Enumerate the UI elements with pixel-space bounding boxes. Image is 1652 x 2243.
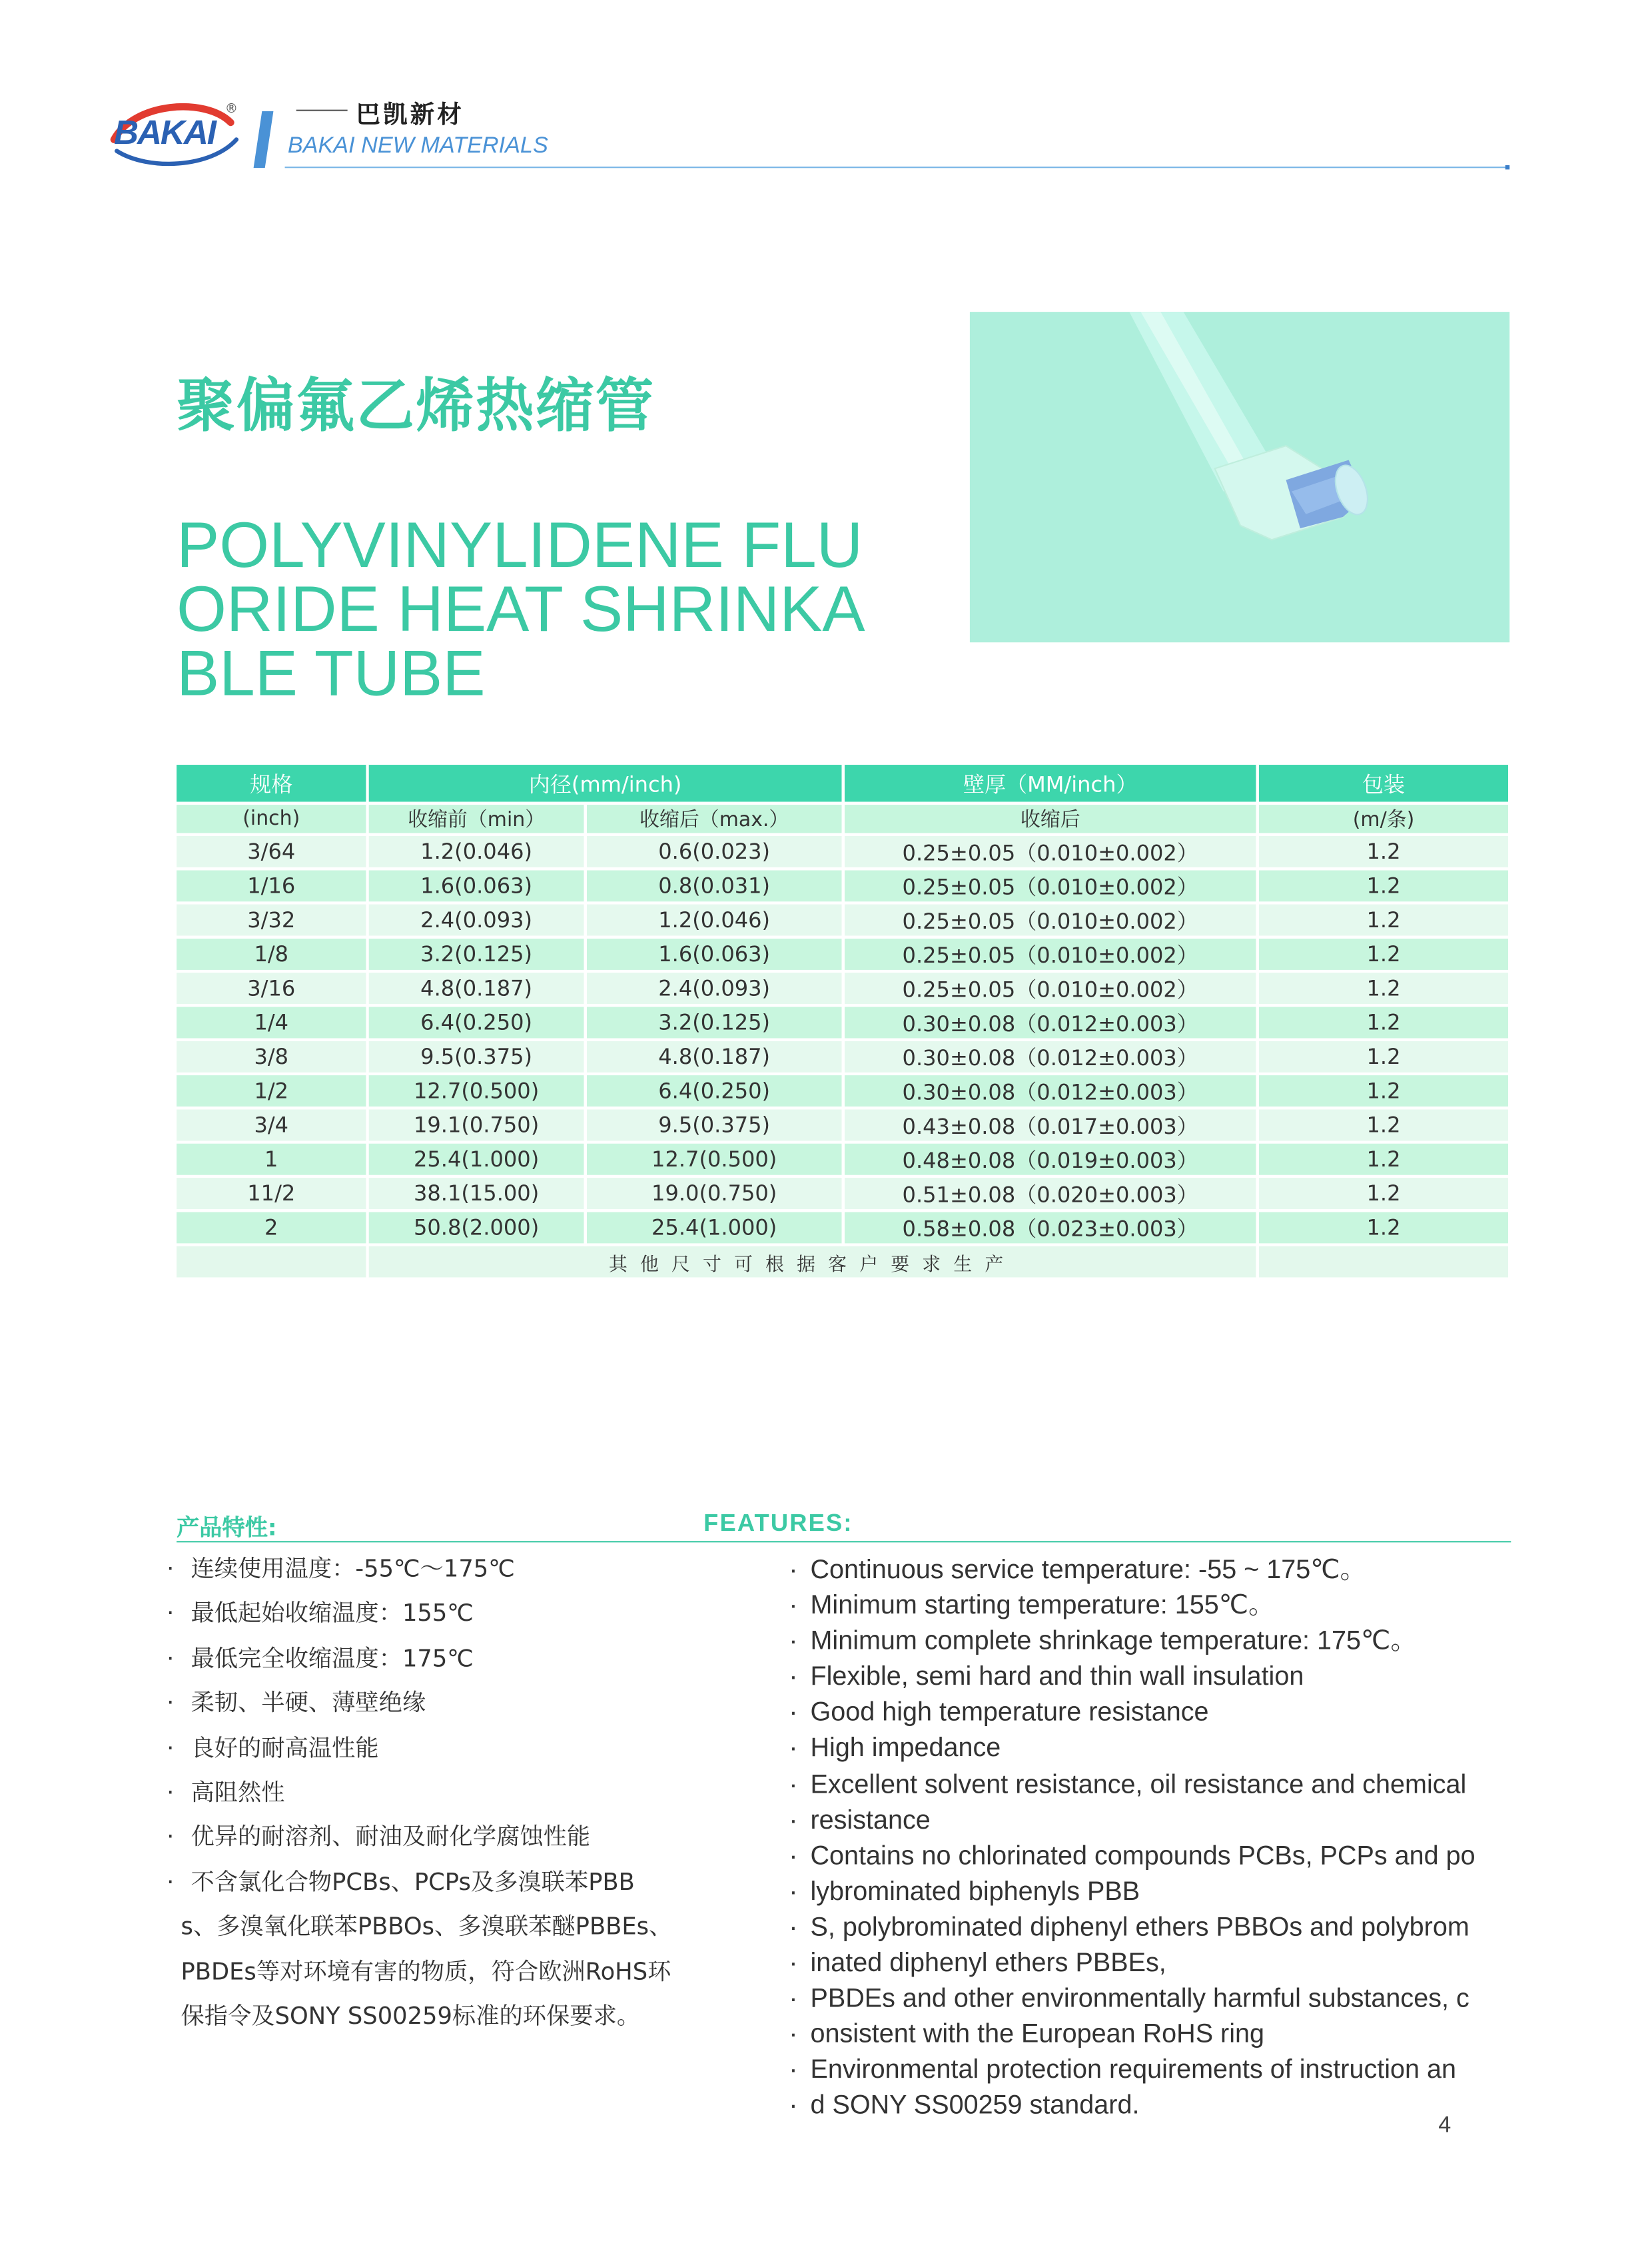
table-cell: 0.43±0.08（0.017±0.003） — [843, 1108, 1258, 1142]
table-body — [177, 835, 1508, 1245]
table-cell: 1/16 — [177, 869, 367, 903]
table-cell: 0.58±0.08（0.023±0.003） — [843, 1210, 1258, 1244]
table-cell: 1.2 — [1258, 971, 1508, 1005]
feature-item-cn: · 最低起始收缩温度：155℃ — [167, 1597, 751, 1641]
table-row — [177, 1074, 1508, 1108]
features-list-cn — [167, 1552, 751, 2044]
table-cell: 0.6(0.023) — [586, 835, 843, 869]
header-cell: 内径(mm/inch) — [368, 765, 843, 803]
table-row — [177, 1005, 1508, 1039]
title-en-line: POLYVINYLIDENE FLU — [177, 508, 863, 582]
table-cell: 1.2 — [1258, 1142, 1508, 1176]
table-cell: 1.6(0.063) — [368, 869, 586, 903]
table-cell: 4.8(0.187) — [586, 1040, 843, 1074]
table-cell: 3/32 — [177, 903, 367, 937]
feature-item-en: · lybrominated biphenyls PBB — [789, 1874, 1529, 1910]
table-cell: 38.1(15.00) — [368, 1176, 586, 1210]
table-cell: 0.30±0.08（0.012±0.003） — [843, 1074, 1258, 1108]
note-cell — [177, 1245, 367, 1279]
table-cell: 9.5(0.375) — [368, 1040, 586, 1074]
subheader-cell: 收缩前（min） — [368, 803, 586, 835]
table-cell: 0.30±0.08（0.012±0.003） — [843, 1040, 1258, 1074]
table-cell: 3/16 — [177, 971, 367, 1005]
header-cell: 包装 — [1258, 765, 1508, 803]
table-cell: 12.7(0.500) — [368, 1074, 586, 1108]
subheader-cell: (inch) — [177, 803, 367, 835]
features-heading-en: FEATURES: — [703, 1510, 853, 1537]
features-divider — [177, 1541, 1511, 1542]
table-cell: 2.4(0.093) — [368, 903, 586, 937]
table-cell: 0.30±0.08（0.012±0.003） — [843, 1005, 1258, 1039]
table-cell: 3/8 — [177, 1040, 367, 1074]
feature-item-cn: · 良好的耐高温性能 — [167, 1731, 751, 1776]
table-cell: 3.2(0.125) — [368, 937, 586, 971]
table-row — [177, 835, 1508, 869]
feature-item-en: · resistance — [789, 1803, 1529, 1839]
feature-item-en: · onsistent with the European RoHS ring — [789, 2017, 1529, 2053]
header-cell: 壁厚（MM/inch） — [843, 765, 1258, 803]
feature-item-cn-continued: s、多溴氧化联苯PBBOs、多溴联苯醚PBBEs、 — [181, 1913, 673, 1941]
feature-item-cn: · 高阻然性 — [167, 1776, 751, 1821]
feature-item-cn-continued: 保指令及SONY SS00259标准的环保要求。 — [181, 2002, 641, 2030]
table-cell: 0.25±0.05（0.010±0.002） — [843, 903, 1258, 937]
table-row — [177, 903, 1508, 937]
table-cell: 1.2 — [1258, 903, 1508, 937]
feature-item-en: · d SONY SS00259 standard. — [789, 2088, 1529, 2124]
brand-line — [296, 110, 348, 111]
table-cell: 1.2 — [1258, 1176, 1508, 1210]
feature-item-en: · Contains no chlorinated compounds PCBs, PCPs and po — [789, 1838, 1529, 1874]
table-cell: 2 — [177, 1210, 367, 1244]
header-cell: 规格 — [177, 765, 367, 803]
table-cell: 1/2 — [177, 1074, 367, 1108]
brand-name-cn: 巴凯新材 — [356, 101, 464, 130]
feature-item-en: · High impedance — [789, 1731, 1529, 1767]
feature-item-cn-continued: PBDEs等对环境有害的物质，符合欧洲RoHS环 — [181, 1957, 671, 1985]
feature-item-en: · PBDEs and other environmentally harmful substances, c — [789, 1981, 1529, 2017]
feature-item-en: · Flexible, semi hard and thin wall insulation — [789, 1659, 1529, 1695]
table-cell: 1.2 — [1258, 835, 1508, 869]
table-cell: 1.2 — [1258, 937, 1508, 971]
table-cell: 1/8 — [177, 937, 367, 971]
registered-mark: ® — [224, 102, 238, 117]
feature-item-en: · Environmental protection requirements of instruction an — [789, 2052, 1529, 2088]
table-cell: 0.25±0.05（0.010±0.002） — [843, 835, 1258, 869]
table-cell: 3.2(0.125) — [586, 1005, 843, 1039]
table-row — [177, 971, 1508, 1005]
feature-item-en: · Good high temperature resistance — [789, 1695, 1529, 1731]
table-row — [177, 1108, 1508, 1142]
feature-item-en: · Continuous service temperature: -55 ~ 175℃。 — [789, 1552, 1529, 1588]
table-row — [177, 1210, 1508, 1244]
table-cell: 3/4 — [177, 1108, 367, 1142]
feature-item-cn: · 最低完全收缩温度：175℃ — [167, 1642, 751, 1687]
feature-item-cn: · 柔韧、半硬、薄壁绝缘 — [167, 1687, 751, 1731]
table-cell: 11/2 — [177, 1176, 367, 1210]
table-cell: 9.5(0.375) — [586, 1108, 843, 1142]
spec-table — [177, 765, 1508, 1280]
table-cell: 0.25±0.05（0.010±0.002） — [843, 937, 1258, 971]
table-cell: 1 — [177, 1142, 367, 1176]
table-cell: 50.8(2.000) — [368, 1210, 586, 1244]
table-cell: 19.0(0.750) — [586, 1176, 843, 1210]
product-title-en — [177, 508, 889, 709]
table-cell: 0.8(0.031) — [586, 869, 843, 903]
feature-item-en: · inated diphenyl ethers PBBEs, — [789, 1945, 1529, 1981]
table-cell: 3/64 — [177, 835, 367, 869]
table-cell: 0.51±0.08（0.020±0.003） — [843, 1176, 1258, 1210]
table-cell: 4.8(0.187) — [368, 971, 586, 1005]
table-cell: 1.6(0.063) — [586, 937, 843, 971]
table-row — [177, 1142, 1508, 1176]
table-cell: 0.25±0.05（0.010±0.002） — [843, 869, 1258, 903]
features-heading-cn: 产品特性: — [177, 1514, 277, 1542]
brand-slash-icon — [254, 111, 274, 169]
feature-item-cn: · 不含氯化合物PCBs、PCPs及多溴联苯PBB — [167, 1865, 751, 1910]
table-row — [177, 937, 1508, 971]
product-title-cn: 聚偏氟乙烯热缩管 — [177, 371, 655, 440]
note-cell: 其他尺寸可根据客户要求生产 — [368, 1245, 1258, 1279]
table-note-row — [177, 1245, 1508, 1279]
feature-item-cn: · 优异的耐溶剂、耐油及耐化学腐蚀性能 — [167, 1821, 751, 1865]
logo-text: BAKAI — [114, 114, 215, 153]
table-cell: 6.4(0.250) — [368, 1005, 586, 1039]
header-divider — [285, 167, 1510, 168]
subheader-cell: (m/条) — [1258, 803, 1508, 835]
table-cell: 1.2 — [1258, 869, 1508, 903]
header-divider-dot — [1505, 165, 1509, 169]
table-cell: 1.2 — [1258, 1074, 1508, 1108]
table-row — [177, 869, 1508, 903]
feature-item-en: · S, polybrominated diphenyl ethers PBBOs and polybrom — [789, 1910, 1529, 1946]
product-photo — [970, 312, 1509, 642]
page-number: 4 — [1438, 2113, 1451, 2138]
table-cell: 1.2 — [1258, 1005, 1508, 1039]
table-cell: 25.4(1.000) — [368, 1142, 586, 1176]
features-list-en — [789, 1552, 1529, 2124]
table-cell: 19.1(0.750) — [368, 1108, 586, 1142]
table-cell: 6.4(0.250) — [586, 1074, 843, 1108]
table-row — [177, 1040, 1508, 1074]
brand-name-en: BAKAI NEW MATERIALS — [287, 133, 548, 159]
table-cell: 1.2(0.046) — [586, 903, 843, 937]
title-en-line: ORIDE HEAT SHRINKA — [177, 572, 865, 646]
table-header-row — [177, 765, 1508, 803]
subheader-cell: 收缩后（max.） — [586, 803, 843, 835]
note-cell — [1258, 1245, 1508, 1279]
subheader-cell: 收缩后 — [843, 803, 1258, 835]
feature-item-en: · Minimum complete shrinkage temperature: 175℃。 — [789, 1624, 1529, 1660]
table-cell: 1.2 — [1258, 1210, 1508, 1244]
feature-item-en: · Minimum starting temperature: 155℃。 — [789, 1588, 1529, 1624]
table-cell: 2.4(0.093) — [586, 971, 843, 1005]
table-cell: 0.48±0.08（0.019±0.003） — [843, 1142, 1258, 1176]
table-cell: 1.2(0.046) — [368, 835, 586, 869]
table-cell: 12.7(0.500) — [586, 1142, 843, 1176]
table-row — [177, 1176, 1508, 1210]
feature-item-en: · Excellent solvent resistance, oil resistance and chemical — [789, 1767, 1529, 1803]
table-cell: 1/4 — [177, 1005, 367, 1039]
table-subheader-row — [177, 803, 1508, 835]
table-cell: 0.25±0.05（0.010±0.002） — [843, 971, 1258, 1005]
table-cell: 25.4(1.000) — [586, 1210, 843, 1244]
table-cell: 1.2 — [1258, 1108, 1508, 1142]
table-cell: 1.2 — [1258, 1040, 1508, 1074]
feature-item-cn: · 连续使用温度：-55℃～175℃ — [167, 1552, 751, 1597]
title-en-line: BLE TUBE — [177, 636, 486, 709]
